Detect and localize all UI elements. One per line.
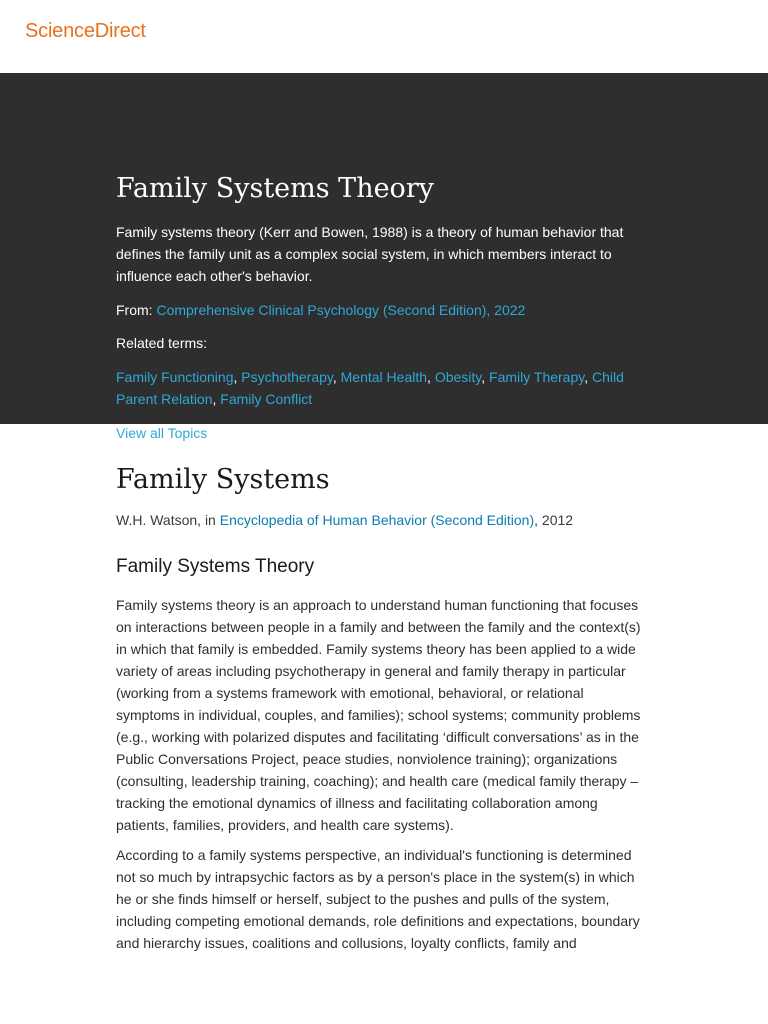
- related-terms-label: Related terms:: [116, 335, 208, 351]
- topic-definition: Family systems theory (Kerr and Bowen, 1988) is a theory of human behavior that defines the family unit as a complex social system, in which members interact to influence each other's behavior.: [116, 224, 624, 284]
- encyclopedia-link[interactable]: Encyclopedia of Human Behavior (Second Edition): [219, 512, 535, 528]
- article-paragraph: According to a family systems perspective, an individual's functioning is determined not so much by intrapsychic factors as by a person's place in the system(s) in which he or she finds himself or herself, subject to the pushes and pulls of the system, including competing emotional demands, role definitions and expectations, boundary and hierarchy issues, coalitions and collusions, loyalty conflicts, family and: [116, 847, 640, 951]
- sciencedirect-logo[interactable]: ScienceDirect: [25, 20, 146, 42]
- article-title: Family Systems: [116, 464, 330, 495]
- topic-source-line: [116, 300, 525, 320]
- related-term-link[interactable]: Family Functioning: [116, 369, 234, 385]
- author-text: W.H. Watson, in: [116, 512, 216, 528]
- related-term-link[interactable]: Family Therapy: [489, 369, 585, 385]
- related-term-link[interactable]: Child Parent Relation: [116, 369, 624, 407]
- related-term-link[interactable]: Family Conflict: [220, 391, 313, 407]
- article-section: [0, 424, 768, 1024]
- view-all-topics-link[interactable]: View all Topics: [116, 425, 208, 441]
- related-term-link[interactable]: Psychotherapy: [241, 369, 333, 385]
- related-term-link[interactable]: Mental Health: [340, 369, 428, 385]
- related-term-link[interactable]: Obesity: [434, 369, 482, 385]
- topic-summary-panel: [0, 73, 768, 441]
- publication-year: , 2012: [534, 512, 574, 528]
- site-header: [0, 0, 768, 73]
- source-link[interactable]: Comprehensive Clinical Psychology (Second Edition), 2022: [156, 302, 526, 318]
- section-heading: Family Systems Theory: [116, 556, 315, 577]
- article-byline: [116, 510, 573, 530]
- related-terms-list: Family Functioning, Psychotherapy, Mental Health, Obesity, Family Therapy, Child Parent Relation, Family Conflict: [116, 369, 624, 407]
- topic-title: Family Systems Theory: [116, 173, 434, 204]
- from-label: From:: [116, 302, 153, 318]
- article-paragraph: Family systems theory is an approach to understand human functioning that focuses on interactions between people in a family and between the family and the context(s) in which that family is embedded. Family systems theory has been applied to a wide variety of areas including psychotherapy in general and family therapy in particular (working from a systems framework with emotional, behavioral, or relational symptoms in individual, couples, and families); school systems; community problems (e.g., working with polarized disputes and facilitating ‘difficult conversations’ as in the Public Conversations Project, peace studies, nonviolence training); organizations (consulting, leadership training, coaching); and health care (medical family therapy – tracking the emotional dynamics of illness and facilitating collaboration among patients, families, providers, and health care systems).: [116, 597, 641, 833]
